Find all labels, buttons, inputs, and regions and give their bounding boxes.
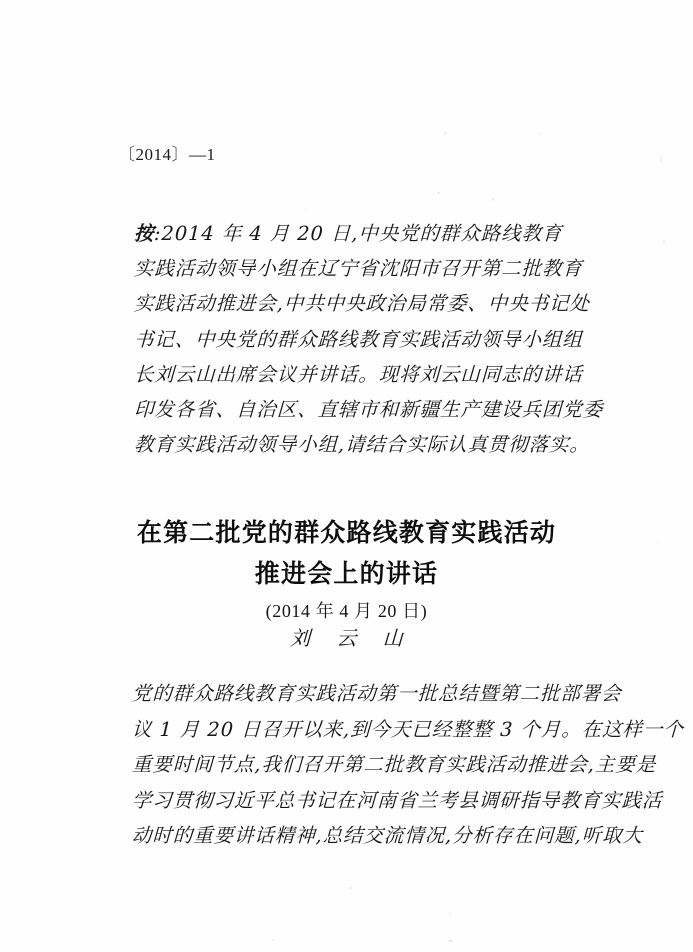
body-line: 重要时间节点,我们召开第二批教育实践活动推进会,主要是 [131, 753, 657, 776]
scan-speckle [448, 940, 453, 942]
running-head: 〔2014〕—1 [118, 145, 216, 164]
scan-speckle [663, 240, 665, 244]
body-line: 学习贯彻习近平总书记在河南省兰考县调研指导教育实践活 [131, 788, 663, 812]
speech-author: 刘 云 山 [289, 626, 414, 650]
editors-note-line: 书记、中央党的群众路线教育实践活动领导小组组 [133, 327, 584, 351]
scan-speckle [272, 939, 275, 941]
body-line: 动时的重要讲话精神,总结交流情况,分析存在问题,听取大 [131, 824, 644, 847]
editors-note-line: 印发各省、自治区、直辖市和新疆生产建设兵团党委 [133, 398, 604, 422]
editors-note-line: 教育实践活动领导小组,请结合实际认真贯彻落实。 [133, 433, 591, 457]
page-title-line: 推进会上的讲话 [254, 559, 439, 588]
editors-note-line: 实践活动推进会,中共中央政治局常委、中央书记处 [133, 292, 591, 316]
editors-note [133, 216, 604, 462]
body-paragraph [131, 676, 685, 854]
scan-speckle [444, 132, 447, 135]
editors-note-lead-label: 按 [133, 222, 155, 245]
body-line: 议 1 月 20 日召开以来,到今天已经整整 3 个月。在这样一个 [131, 717, 685, 741]
scan-speckle [349, 887, 352, 889]
body-line: 党的群众路线教育实践活动第一批总结暨第二批部署会 [131, 682, 623, 705]
speech-date: (2014 年 4 月 20 日) [265, 601, 428, 621]
editors-note-line: 实践活动领导小组在辽宁省沈阳市召开第二批教育 [133, 257, 584, 281]
editors-note-line: 长刘云山出席会议并讲话。现将刘云山同志的讲话 [133, 362, 584, 386]
page-title-line: 在第二批党的群众路线教育实践活动 [136, 518, 557, 547]
page-title [0, 512, 693, 594]
scan-speckle [660, 156, 662, 162]
scan-speckle [492, 198, 494, 201]
editors-note-line: 按:2014 年 4 月 20 日,中央党的群众路线教育 [133, 222, 563, 245]
scan-speckle [437, 192, 440, 194]
